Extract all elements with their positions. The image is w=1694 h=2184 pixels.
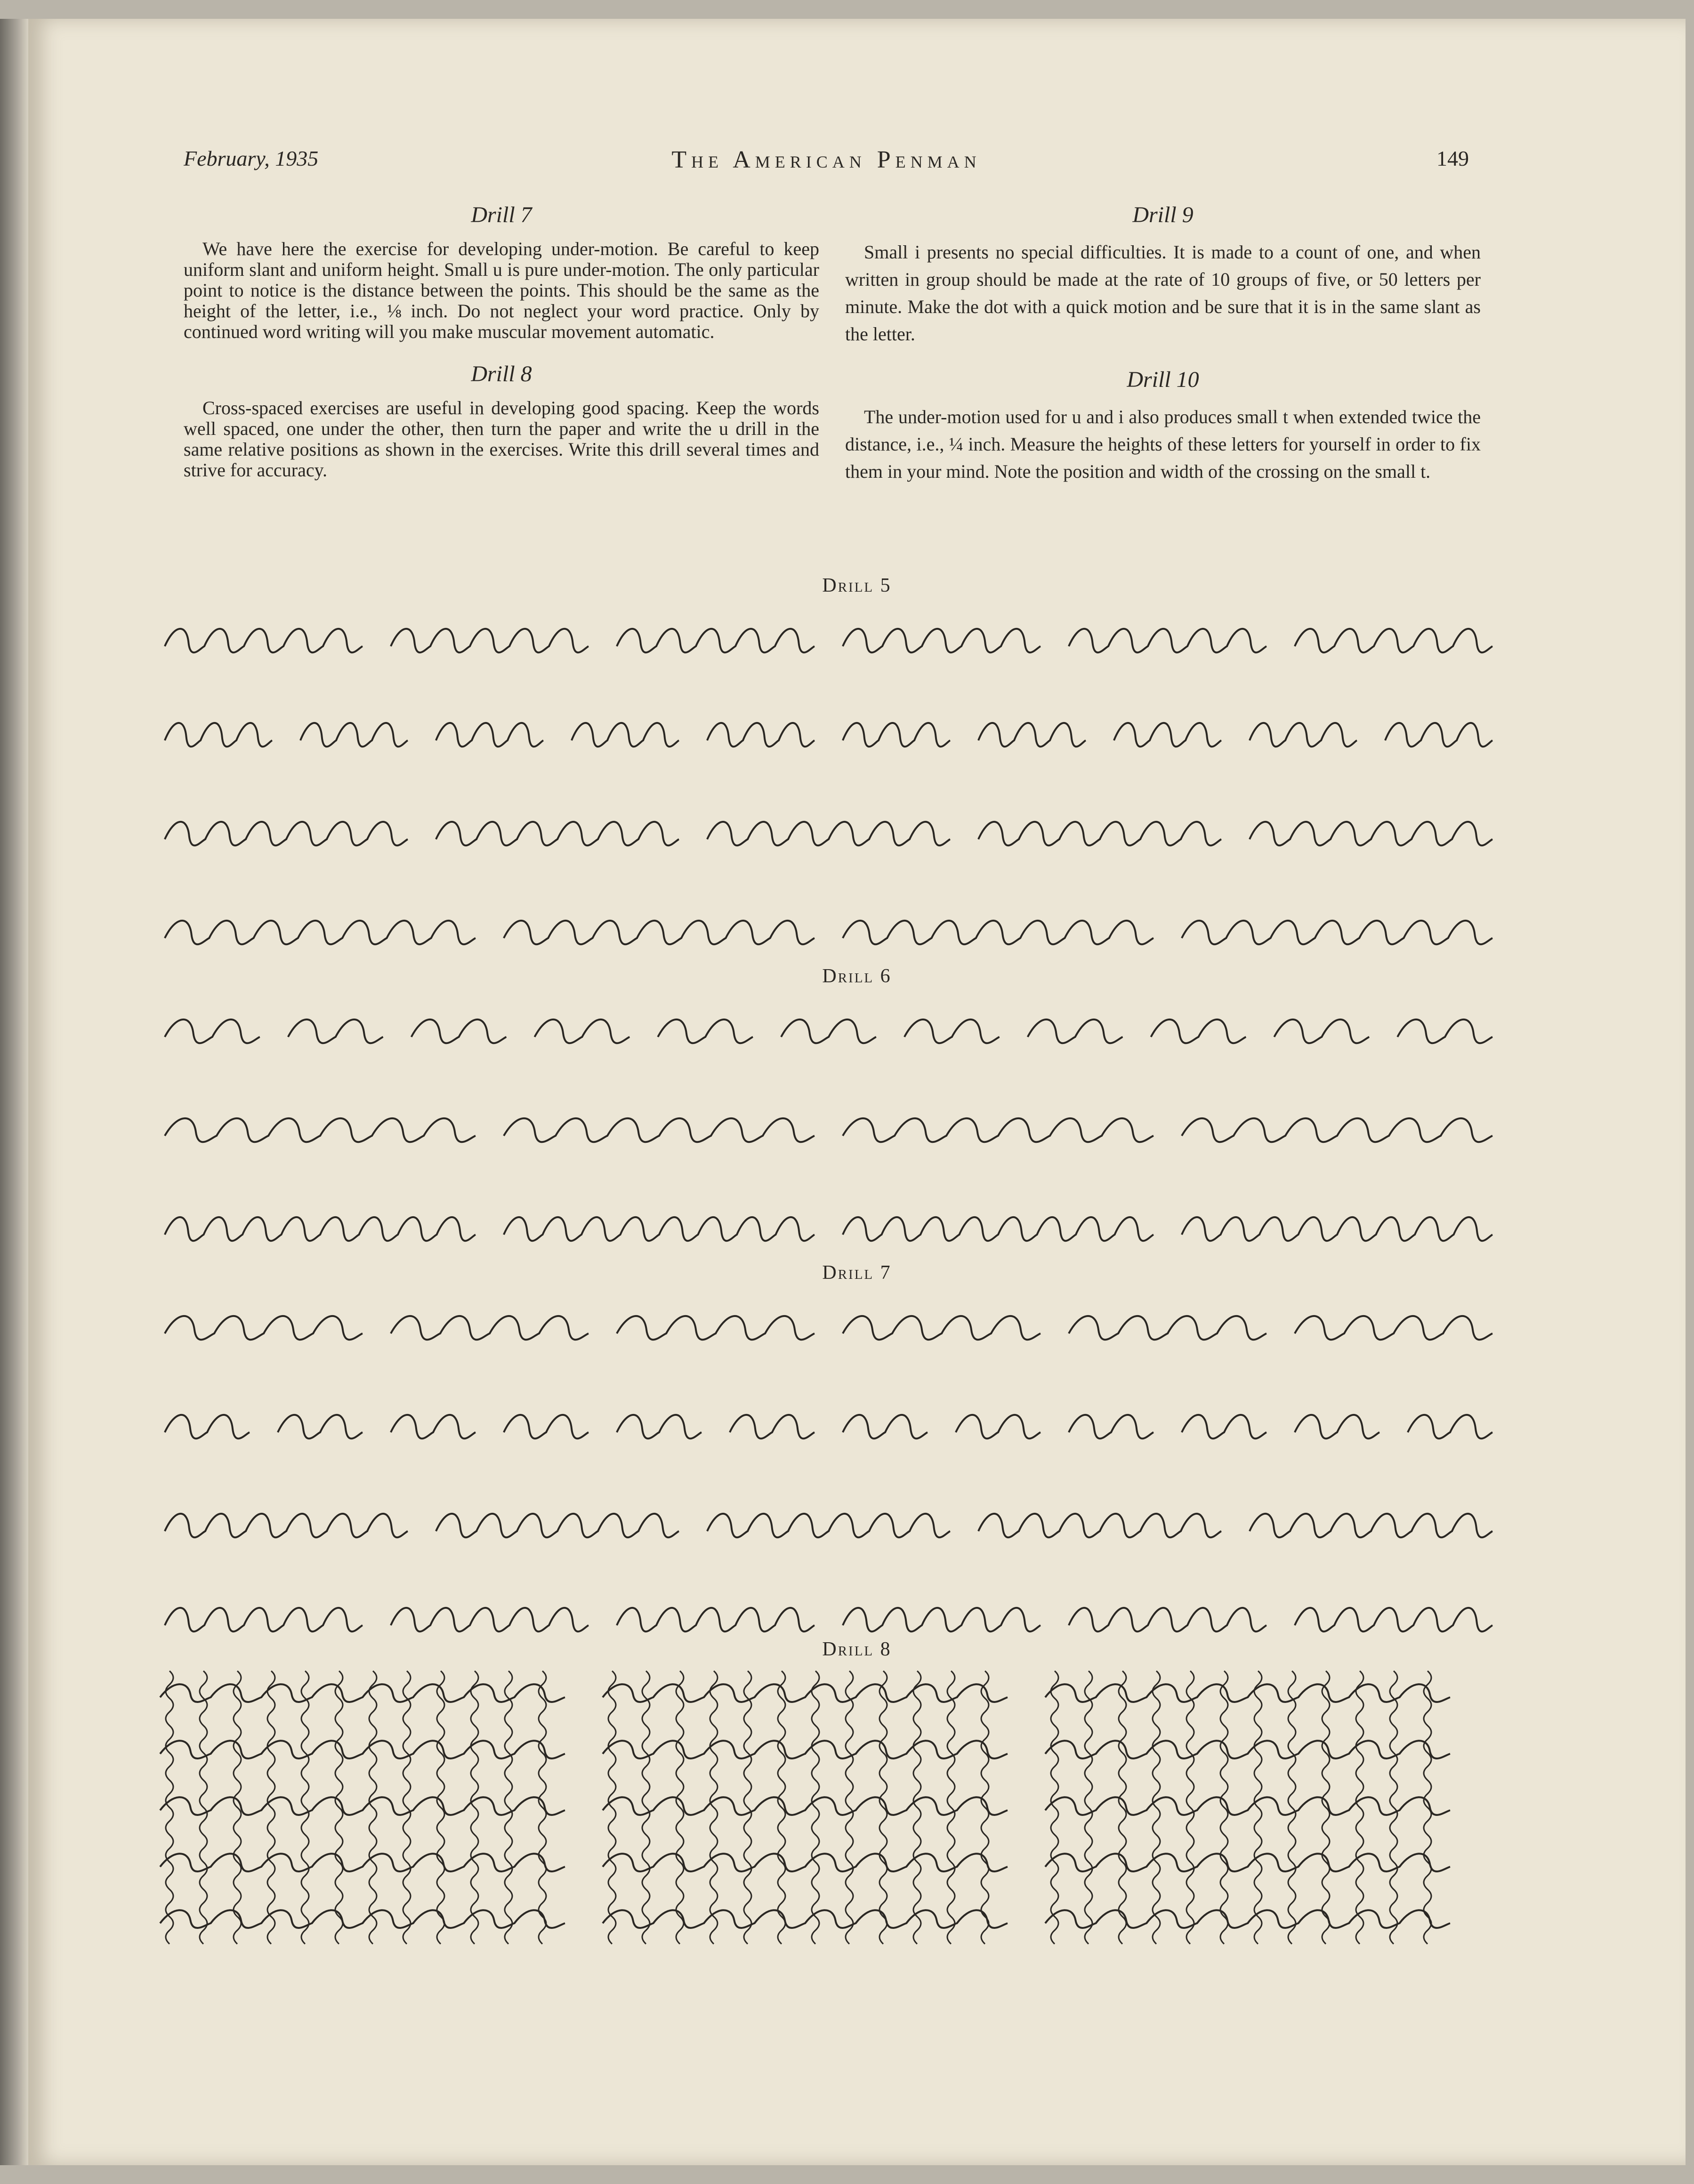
script-row-9: [155, 1393, 1511, 1450]
drill-6-heading: Drill 6: [822, 965, 892, 987]
drill-7-title: Drill 7: [471, 202, 532, 227]
script-word: [436, 723, 543, 747]
script-word: [1295, 1316, 1492, 1340]
script-word: [165, 822, 408, 845]
script-word: [165, 723, 272, 747]
script-word: [843, 1415, 928, 1438]
script-word: [1274, 1020, 1369, 1043]
script-word: [1182, 921, 1492, 944]
handwriting-strokes: [155, 1097, 1511, 1153]
script-word: [617, 629, 815, 652]
script-word: [617, 1608, 815, 1631]
script-word: [165, 1217, 476, 1241]
script-row-2: [155, 701, 1511, 758]
script-word: [504, 921, 815, 944]
script-word: [904, 1020, 1000, 1043]
script-word: [288, 1020, 383, 1043]
cross-spaced-grid-2: [598, 1662, 1022, 1953]
script-word: [843, 1118, 1154, 1142]
issue-date: February, 1935: [184, 146, 319, 170]
script-word: [1114, 723, 1221, 747]
script-word: [504, 1118, 815, 1142]
drill-10-title: Drill 10: [1127, 367, 1199, 392]
script-word: [1295, 629, 1492, 652]
script-word: [165, 1316, 363, 1340]
script-row-6: [155, 1097, 1511, 1153]
u-drill-column: [166, 1671, 173, 1944]
script-row-5: [155, 998, 1511, 1054]
u-drill-column: [1288, 1671, 1296, 1944]
handwriting-strokes: [155, 1586, 1511, 1643]
script-word: [843, 723, 950, 747]
script-word: [165, 1118, 476, 1142]
drill-9-text: Small i presents no special difficulties. It is made to a count of one, and when written in group should be made at the rate of 10 groups of five, or 50 letters per minute. Make the dot with a quick motion and be sure that it is in the same slant as the letter.: [845, 241, 1481, 345]
script-word: [1182, 1217, 1492, 1241]
u-drill-column: [846, 1671, 853, 1944]
u-drill-column: [1254, 1671, 1262, 1944]
u-drill-column: [301, 1671, 309, 1944]
script-word: [391, 1316, 589, 1340]
script-word: [391, 629, 589, 652]
script-word: [165, 1608, 363, 1631]
u-drill-column: [947, 1671, 955, 1944]
handwriting-strokes: [155, 998, 1511, 1054]
handwriting-strokes: [155, 1492, 1511, 1549]
u-drill-column: [608, 1671, 616, 1944]
running-header: [184, 146, 1469, 179]
u-drill-column: [913, 1671, 921, 1944]
script-word: [165, 1514, 408, 1537]
cross-spaced-strokes: [1041, 1662, 1464, 1953]
script-row-1: [155, 607, 1511, 664]
script-word: [707, 1514, 950, 1537]
drill-8-heading: Drill 8: [822, 1638, 892, 1660]
script-row-11: [155, 1586, 1511, 1643]
script-word: [1069, 1608, 1266, 1631]
script-word: [165, 1415, 250, 1438]
handwriting-strokes: [155, 607, 1511, 664]
script-word: [1182, 1118, 1492, 1142]
script-word: [504, 1217, 815, 1241]
script-word: [1250, 723, 1357, 747]
book-gutter: [0, 19, 28, 2165]
script-word-row: [1045, 1741, 1450, 1758]
script-word: [730, 1415, 815, 1438]
handwriting-strokes: [155, 1196, 1511, 1252]
script-word: [978, 723, 1086, 747]
u-drill-column: [1356, 1671, 1363, 1944]
script-row-8: [155, 1294, 1511, 1351]
script-word: [843, 1217, 1154, 1241]
script-word-row: [603, 1741, 1008, 1758]
script-word: [1408, 1415, 1492, 1438]
cross-spaced-grid-3: [1041, 1662, 1464, 1953]
script-word: [504, 1415, 589, 1438]
u-drill-column: [267, 1671, 275, 1944]
script-word-row: [1045, 1910, 1450, 1928]
script-word: [956, 1415, 1041, 1438]
script-word: [1151, 1020, 1246, 1043]
script-word: [617, 1316, 815, 1340]
u-drill-column: [812, 1671, 819, 1944]
drill-8-title: Drill 8: [471, 361, 532, 386]
script-word: [165, 1020, 260, 1043]
script-word: [411, 1020, 507, 1043]
u-drill-column: [676, 1671, 684, 1944]
u-drill-column: [1186, 1671, 1194, 1944]
script-row-7: [155, 1196, 1511, 1252]
script-word: [391, 1415, 476, 1438]
handwriting-strokes: [155, 701, 1511, 758]
book-page: [28, 19, 1686, 2165]
u-drill-column: [1390, 1671, 1397, 1944]
script-word: [391, 1608, 589, 1631]
script-word: [658, 1020, 753, 1043]
script-word: [978, 822, 1221, 845]
drill-7-heading: Drill 7: [822, 1262, 892, 1284]
u-drill-column: [710, 1671, 718, 1944]
u-drill-column: [369, 1671, 377, 1944]
script-word: [165, 629, 363, 652]
script-row-10: [155, 1492, 1511, 1549]
u-drill-column: [234, 1671, 241, 1944]
script-word: [843, 921, 1154, 944]
script-word: [707, 723, 815, 747]
script-word: [1069, 629, 1266, 652]
page-number: 149: [1436, 146, 1469, 170]
script-word: [572, 723, 679, 747]
u-drill-column: [1051, 1671, 1058, 1944]
script-word-row: [160, 1910, 565, 1928]
script-word: [1069, 1415, 1154, 1438]
script-word: [165, 921, 476, 944]
left-column: [184, 202, 819, 502]
script-word: [534, 1020, 629, 1043]
script-word: [843, 1608, 1041, 1631]
u-drill-column: [744, 1671, 751, 1944]
handwriting-strokes: [155, 800, 1511, 857]
handwriting-strokes: [155, 899, 1511, 956]
script-word: [1295, 1415, 1379, 1438]
u-drill-column: [403, 1671, 411, 1944]
u-drill-column: [1085, 1671, 1092, 1944]
script-word: [617, 1415, 702, 1438]
cross-spaced-strokes: [598, 1662, 1022, 1953]
script-word: [1069, 1316, 1266, 1340]
right-column: [845, 202, 1481, 507]
u-drill-column: [1119, 1671, 1126, 1944]
script-word: [1295, 1608, 1492, 1631]
script-row-4: [155, 899, 1511, 956]
script-word: [278, 1415, 363, 1438]
drill-8-text: Cross-spaced exercises are useful in developing good spacing. Keep the words well spaced, one under the other, then turn the paper and write the u drill in the same relative positions as shown in the exercises. Write this drill several times and strive for accuracy.: [184, 397, 819, 481]
script-word: [978, 1514, 1221, 1537]
u-drill-column: [1153, 1671, 1160, 1944]
script-word: [1385, 723, 1492, 747]
u-drill-column: [200, 1671, 207, 1944]
journal-title: The American Penman: [671, 146, 981, 173]
script-word: [781, 1020, 876, 1043]
handwriting-strokes: [155, 1294, 1511, 1351]
script-word: [1250, 1514, 1492, 1537]
script-word-row: [160, 1741, 565, 1758]
script-word: [843, 629, 1041, 652]
handwriting-strokes: [155, 1393, 1511, 1450]
script-word: [300, 723, 408, 747]
drill-5-heading: Drill 5: [822, 575, 892, 596]
drill-9-title: Drill 9: [1132, 202, 1194, 227]
u-drill-column: [505, 1671, 512, 1944]
u-drill-column: [642, 1671, 650, 1944]
cross-spaced-strokes: [155, 1662, 579, 1953]
script-row-3: [155, 800, 1511, 857]
script-word: [1397, 1020, 1492, 1043]
script-word-row: [603, 1910, 1008, 1928]
script-word: [436, 822, 679, 845]
drill-10-text: The under-motion used for u and i also produces small t when extended twice the distance, i.e., ¼ inch. Measure the heights of these letters for yourself in order to fix them in your mind. Note the position and width of the crossing on the small t.: [845, 406, 1481, 482]
cross-spaced-grid-1: [155, 1662, 579, 1953]
script-word: [1028, 1020, 1123, 1043]
script-word: [436, 1514, 679, 1537]
u-drill-column: [471, 1671, 478, 1944]
script-word: [1182, 1415, 1266, 1438]
drill-7-text: We have here the exercise for developing under-motion. Be careful to keep uniform slant and uniform height. Small u is pure under-motion. The only particular point to notice is the distance between the points. This should be the same as the height of the letter, i.e., ⅛ inch. Do not neglect your word practice. Only by continued word writing will you make muscular movement automatic.: [184, 238, 819, 342]
script-word: [843, 1316, 1041, 1340]
script-word: [1250, 822, 1492, 845]
script-word: [707, 822, 950, 845]
